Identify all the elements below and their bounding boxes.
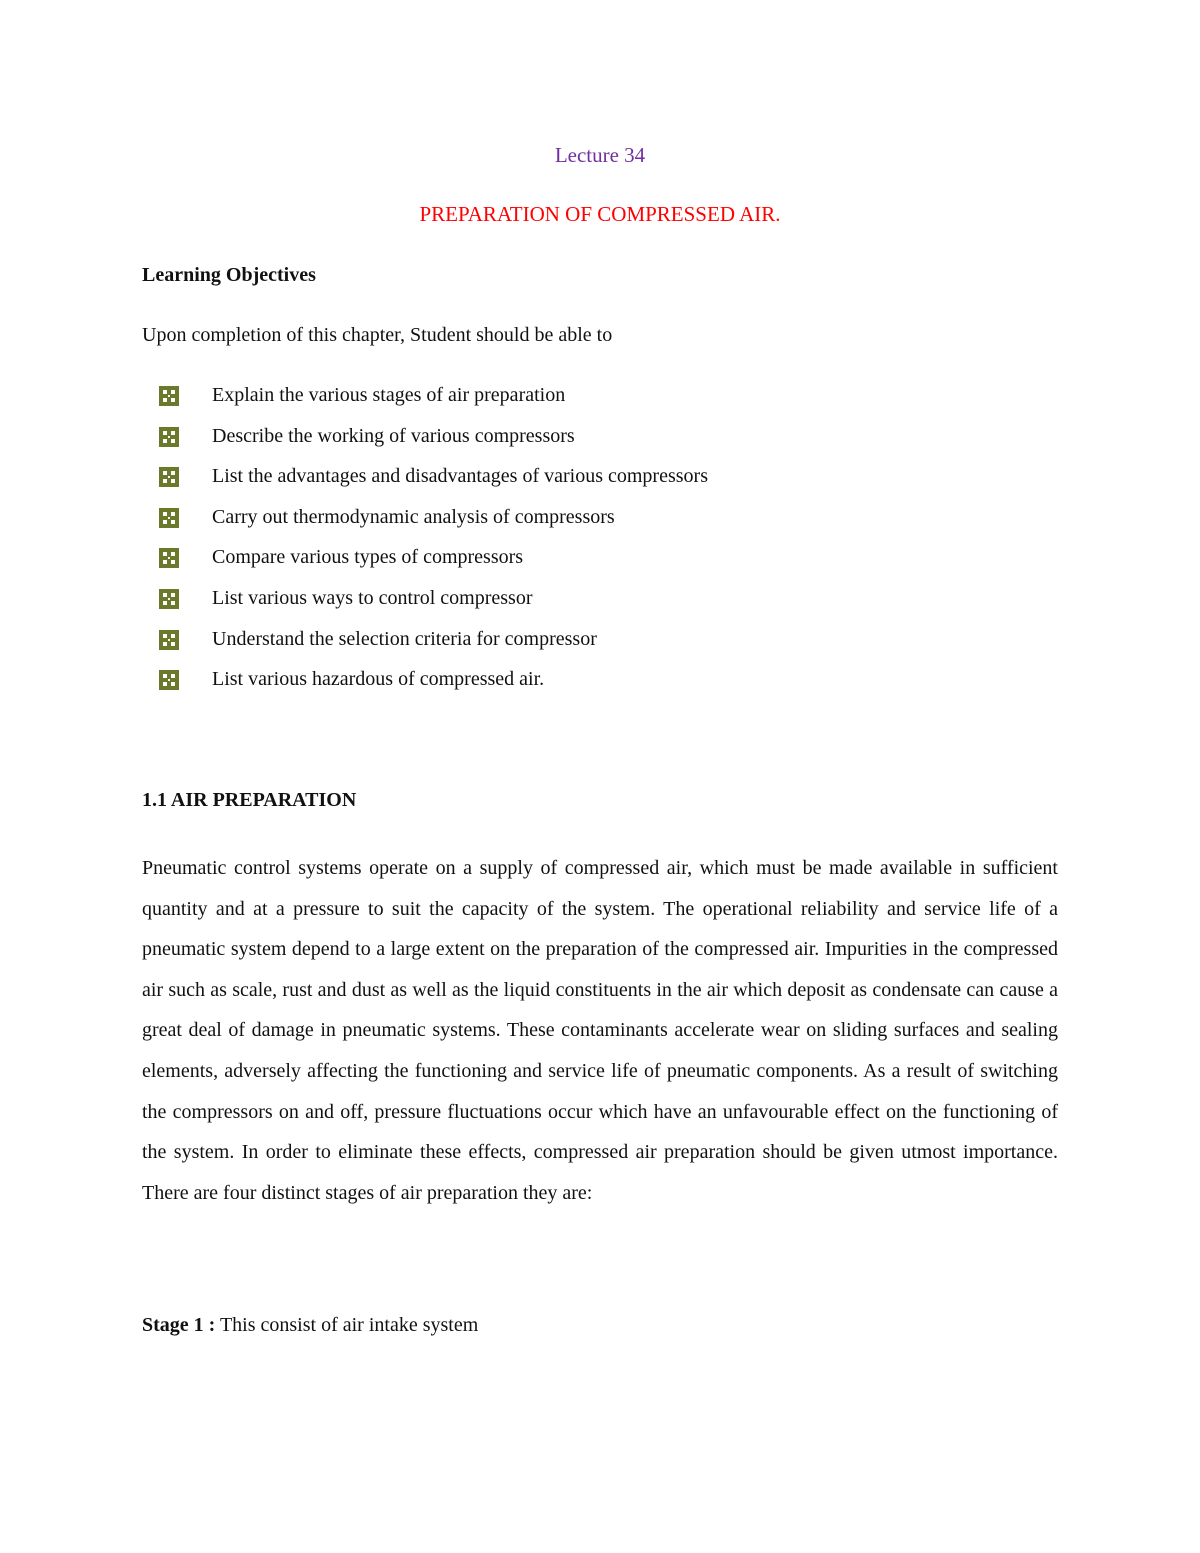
objective-text: Explain the various stages of air preparation [212,384,566,406]
stage-line [142,1314,478,1337]
section-heading: 1.1 AIR PREPARATION [142,789,357,811]
objective-text: Carry out thermodynamic analysis of compressors [212,505,615,528]
stage-label: Stage 1 : [142,1314,216,1336]
main-title: PREPARATION OF COMPRESSED AIR. [419,202,781,226]
list-item [158,627,597,669]
square-plus-bullet-icon [158,507,180,529]
square-plus-bullet-icon [158,629,180,651]
body-paragraph: Pneumatic control systems operate on a supply of compressed air, which must be made available in sufficient quantity and at a pressure to suit the capacity of the system. The operational reliability and service life of a pneumatic system depend to a large extent on the preparation of the compressed air. Impurities in the compressed air such as scale, rust and dust as well as the liquid constituents in the air which deposit as condensate can cause a great deal of damage in pneumatic systems. These contaminants accelerate wear on sliding surfaces and sealing elements, adversely affecting the functioning and service life of pneumatic components. As a result of switching the compressors on and off, pressure fluctuations occur which have an unfavourable effect on the functioning of the system. In order to eliminate these effects, compressed air preparation should be given utmost importance. There are four distinct stages of air preparation they are: [142,857,1058,1204]
square-plus-bullet-icon [158,466,180,488]
objective-text: List various ways to control compressor [212,586,533,609]
square-plus-bullet-icon [158,547,180,569]
list-item [158,505,615,547]
list-item [158,586,533,628]
objectives-list [158,384,708,709]
list-item [158,384,566,425]
objective-text: Compare various types of compressors [212,546,524,569]
square-plus-bullet-icon [158,588,180,610]
square-plus-bullet-icon [158,669,180,691]
objective-text: Understand the selection criteria for compressor [212,627,597,650]
objective-text: Describe the working of various compressors [212,424,575,447]
list-item [158,424,575,466]
objective-text: List various hazardous of compressed air. [212,668,545,691]
objective-text: List the advantages and disadvantages of various compressors [212,465,708,488]
intro-line: Upon completion of this chapter, Student should be able to [142,324,613,346]
lecture-title: Lecture 34 [554,143,646,167]
square-plus-bullet-icon [158,385,180,407]
list-item [158,465,708,506]
stage-text: This consist of air intake system [219,1314,479,1336]
objectives-heading: Learning Objectives [142,264,316,286]
list-item [158,668,545,709]
list-item [158,546,524,587]
square-plus-bullet-icon [158,426,180,448]
